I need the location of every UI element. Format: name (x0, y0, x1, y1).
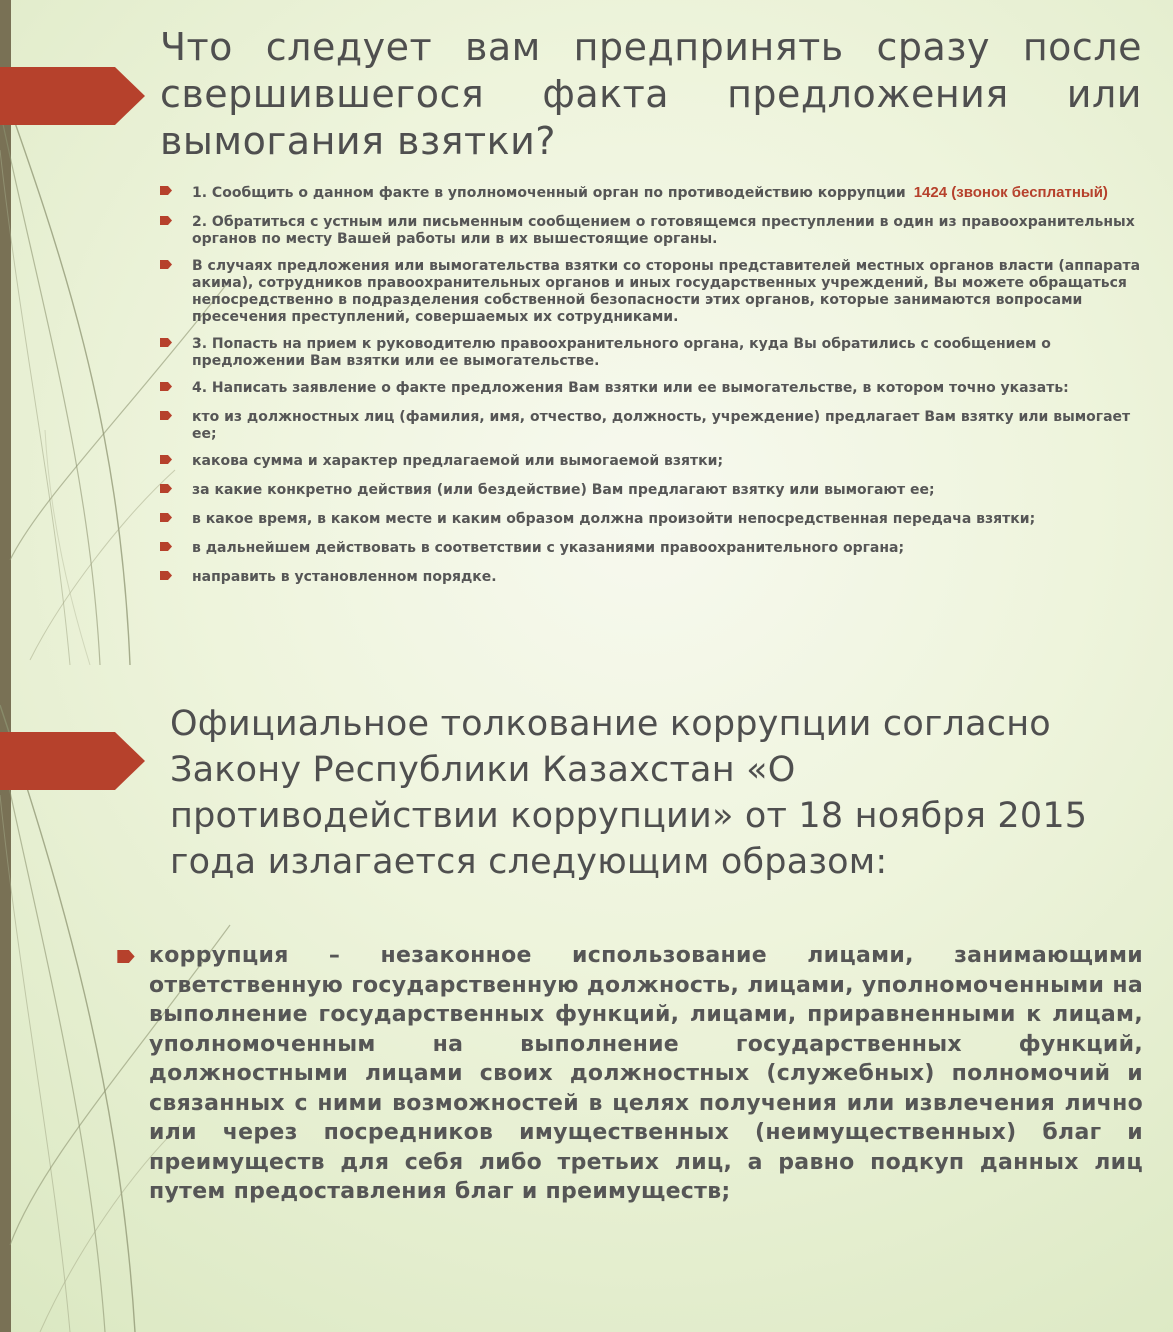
list-item-text: 4. Написать заявление о факте предложения Вам взятки или ее вымогательстве, в котором точно указать: (192, 380, 1069, 396)
list-item-text: в какое время, в каком месте и каким образом должна произойти непосредственная передача взятки; (192, 511, 1036, 527)
pennant-bullet-icon (117, 950, 135, 963)
list-item (160, 569, 1155, 586)
list-item-text: В случаях предложения или вымогательства взятки со стороны представителей местных органов власти (аппарата акима), сотрудников правоохранительных органов и иных государственных учреждений, Вы можете обращаться непосредственно в подразделения собственной безопасности этих органов, которые занимаются вопросами пресечения преступлений, совершаемых их сотрудниками. (192, 258, 1141, 325)
list-item (117, 941, 1143, 1207)
list-item-text: за какие конкретно действия (или бездействие) Вам предлагают взятку или вымогают ее; (192, 482, 935, 498)
pennant-bullet-icon (160, 260, 172, 269)
pennant-bullet-icon (160, 382, 172, 391)
list-item (160, 409, 1155, 443)
list-item (160, 258, 1155, 326)
list-item-text: 3. Попасть на прием к руководителю правоохранительного органа, куда Вы обратились с сообщением о предложении Вам взятки или ее вымогательстве. (192, 336, 1051, 369)
pennant-bullet-icon (160, 216, 172, 225)
list-item (160, 482, 1155, 499)
list-item-text: какова сумма и характер предлагаемой или вымогаемой взятки; (192, 453, 724, 469)
pennant-bullet-icon (160, 571, 172, 580)
title-arrow-marker-icon (0, 732, 145, 790)
definition-list (117, 941, 1143, 1207)
list-item-text: 1. Сообщить о данном факте в уполномоченный орган по противодействию коррупции (192, 185, 906, 201)
list-item (160, 380, 1155, 397)
hotline-number: 1424 (звонок бесплатный) (913, 184, 1108, 201)
slide-title: Что следует вам предпринять сразу после свершившегося факта предложения или вымогания взятки? (160, 25, 1142, 163)
list-item (160, 511, 1155, 528)
list-item-text: 2. Обратиться с устным или письменным сообщением о готовящемся преступлении в один из правоохранительных органов по месту Вашей работы или в их вышестоящие органы. (192, 214, 1135, 247)
pennant-bullet-icon (160, 338, 172, 347)
list-item (160, 336, 1155, 370)
list-item-text: в дальнейшем действовать в соответствии с указаниями правоохранительного органа; (192, 540, 905, 556)
definition-text: коррупция – незаконное использование лицами, занимающими ответственную государственную должность, лицами, уполномоченными на выполнение государственных функций, лицами, приравненными к лицам, уполномоченным на выполнение государственных функций, должностными лицами своих должностных (служебных) полномочий и связанных с ними возможностей в целях получения или извлечения лично или через посредников имущественных (неимущественных) благ и преимуществ для себя либо третьих лиц, а равно подкуп данных лиц путем предоставления благ и преимуществ; (149, 943, 1143, 1204)
pennant-bullet-icon (160, 186, 172, 195)
pennant-bullet-icon (160, 542, 172, 551)
pennant-bullet-icon (160, 411, 172, 420)
list-item (160, 453, 1155, 470)
pennant-bullet-icon (160, 513, 172, 522)
title-arrow-marker-icon (0, 67, 145, 125)
list-item-text: направить в установленном порядке. (192, 569, 497, 585)
slide-corruption-definition (0, 665, 1173, 1332)
list-item (160, 214, 1155, 248)
list-item-text: кто из должностных лиц (фамилия, имя, отчество, должность, учреждение) предлагает Вам взятку или вымогает ее; (192, 409, 1131, 442)
list-item (160, 540, 1155, 557)
slide-bribery-actions (0, 0, 1173, 665)
pennant-bullet-icon (160, 455, 172, 464)
action-list (160, 184, 1155, 598)
list-item (160, 184, 1155, 202)
pennant-bullet-icon (160, 484, 172, 493)
slide-title: Официальное толкование коррупции согласно Закону Республики Казахстан «О противодействии коррупции» от 18 ноября 2015 года излагается следующим образом: (170, 704, 1088, 882)
